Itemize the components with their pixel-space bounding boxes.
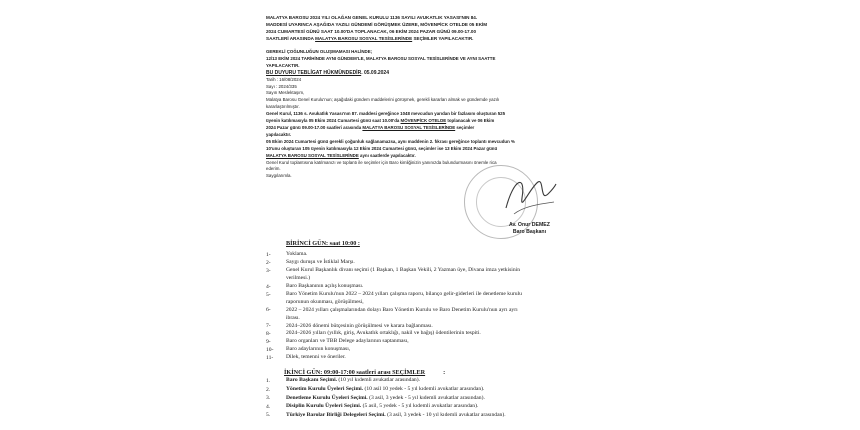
agenda-item-number: 3- <box>266 267 271 274</box>
agenda-item-number: 5- <box>266 291 271 298</box>
signatory-name: Av. Onur DEMEZ <box>509 222 550 228</box>
agenda-item-text: Yoklama. <box>286 251 308 258</box>
tebligat-line: BU DUYURU TEBLİGAT HÜKMÜNDEDİR. 05.09.2024 <box>266 69 389 76</box>
election-item-number: 2. <box>266 386 271 393</box>
election-item-number: 3. <box>266 395 271 402</box>
agenda-item-text: Baro Başkanının açılış konuşması. <box>286 283 364 289</box>
paragraph-2-line-c: 2024 Pazar günü 09.00-17.00 saatleri arasında MALATYA BAROSU SOSYAL TESİSLERİNDE seçimler <box>266 124 475 130</box>
agenda-item-number: 7- <box>266 323 271 330</box>
quorum-text: 12/13 EKİM 2024 TARİHİNDE AYNI GÜNDEM'LE, MALATYA BAROSU SOSYAL TESİSLERİNDE VE AYNI SAATTE <box>266 55 496 61</box>
paragraph-4-cont: ederim. <box>266 166 281 172</box>
agenda-item-number: 11- <box>266 354 274 361</box>
salutation: Sayın Meslektaşım, <box>266 90 305 96</box>
agenda-item-text: Baro organları ve TBB Delege adaylarının saptanması, <box>286 338 409 345</box>
election-item-number: 1. <box>266 378 271 384</box>
header-line-1: MALATYA BAROSU 2024 YILI OLAĞAN GENEL KURULU 1136 SAYILI AVUKATLIK YASASI'NIN 84. <box>266 15 478 20</box>
agenda-item-number: 10- <box>266 346 274 353</box>
header-line-2: MADDESİ UYARINCA AŞAĞIDA YAZILI GÜNDEMİ GÖRÜŞMEK ÜZERE, MÖVENPİCK OTELDE 05 EKİM <box>266 22 488 27</box>
agenda-item-text: 2022 – 2024 yılları çalışmalarından dolayı Baro Yönetim Kurulu ve Baro Denetim Kurulu'nun ayrı ayrı <box>286 306 518 313</box>
election-item: Baro Başkanı Seçimi. (10 yıl kıdemli avukatlar arasından). <box>286 377 420 384</box>
agenda-item-text: Saygı duruşu ve İstiklal Marşı. <box>286 259 355 266</box>
agenda-item-number: 2- <box>266 259 271 266</box>
day1-title: BİRİNCİ GÜN: saat 10:00 : <box>286 240 360 247</box>
paragraph-2: Genel Kurul, 1136 s. Avukatlık Yasası'nın 87. maddesi gereğince 1048 mevcudun yarıdan bir fazlasını oluşturan 525 <box>266 111 506 117</box>
header-line-4: SAATLERİ ARASINDA MALATYA BAROSU SOSYAL TESİSLERİNDE SEÇİMLER YAPILACAKTIR. <box>266 36 474 41</box>
quorum-text-cont: YAPILACAKTIR. <box>266 62 300 68</box>
agenda-item-number: 9- <box>266 338 271 345</box>
paragraph-2-line-b: üyenin katılımasıyla 05 Ekim 2024 Cumartesi günü saat 10.00'da MÖVENPİCK OTELDE toplanacak ve 06 Ekim <box>266 118 495 124</box>
paragraph-2-line-d: yapılacaktır. <box>266 131 292 137</box>
closing: Saygılarımla. <box>266 173 292 179</box>
paragraph-1: Malatya Barosu Genel Kurulu'nun; aşağıdaki gündem maddelerini görüşmek, gerekli kararları almak ve gündemde yazılı <box>266 97 500 103</box>
agenda-item-text: 2024–2026 dönemi bütçesinin görüşülmesi ve karara bağlanması. <box>286 322 433 329</box>
agenda-item-text: 2024–2026 yılları (yıllık, giriş, Avukatlık ortaklığı, nakil ve bağış) ödentilerinin tespiti. <box>286 330 481 337</box>
agenda-item-text: Baro adaylarının konuşması, <box>286 346 351 353</box>
announcement-header <box>266 14 487 42</box>
agenda-item-number: 8- <box>266 331 271 337</box>
paragraph-4: Genel Kurul toplantısına katılmanızı ve toplantı ile seçimler için Baro kimliğinizin yanınızda bulundurmasını önemle rica <box>266 159 497 165</box>
agenda-item-text-cont: verilmesi.) <box>286 275 311 282</box>
day2-title: İKİNCİ GÜN: 09:00-17:00 saatleri arası SEÇİMLER : <box>284 369 446 376</box>
election-item: Türkiye Barolar Birliği Delegeleri Seçimi. (3 asil, 3 yedek - 10 yıl kıdemli avukatlar arasından). <box>286 411 506 418</box>
signatory <box>509 222 550 236</box>
agenda-item-number: 1- <box>266 252 271 258</box>
agenda-item-number: 6- <box>266 307 271 314</box>
quorum-title: GEREKLİ ÇOĞUNLUĞUN OLUŞMAMASI HALİNDE; <box>266 49 373 54</box>
election-item: Denetleme Kurulu Üyeleri Seçimi. (3 asil, 3 yedek - 5 yıl kıdemli avukatlar arasından). <box>286 394 485 401</box>
agenda-item-text: Baro Yönetim Kurulu'nun 2022 – 2024 yılları çalışma raporu, bilanço gelir-giderleri ile denetleme kurulu <box>286 290 522 297</box>
paragraph-1-cont: kararlaştırılmıştır. <box>266 104 300 110</box>
agenda-item-text: Genel Kurul Başkanlık divanı seçimi (1 Başkan, 1 Başkan Vekili, 2 Yazman üye, Divana imza yetkisinin <box>286 267 521 274</box>
paragraph-3: 05 Ekim 2024 Cumartesi günü gerekli çoğunluk sağlanamazsa, aynı maddenin 2. fıkrası gereğince toplantı mevcudun % <box>266 138 515 144</box>
election-item: Yönetim Kurulu Üyeleri Seçimi. (10 asil 10 yedek - 5 yıl kıdemli avukatlar arasından). <box>286 386 485 392</box>
quorum-notice <box>266 49 515 180</box>
handwritten-signature <box>500 168 560 226</box>
agenda-item-number: 4- <box>266 283 271 290</box>
election-item-number: 5. <box>266 412 271 419</box>
document-number: Sayı : 2024/335 <box>266 83 297 89</box>
paragraph-3-line-c: MALATYA BAROSU SOSYAL TESİSLERİNDE aynı saatlerde yapılacaktır. <box>266 152 416 158</box>
signatory-title: Baro Başkanı <box>512 229 547 235</box>
agenda-item-text-cont: ibrası. <box>286 314 300 321</box>
election-item-number: 4. <box>266 403 271 410</box>
agenda-item-text-cont: raporunun okunması, görüşülmesi, <box>286 298 364 305</box>
header-line-3: 2024 CUMARTESİ GÜNÜ SAAT 10.00'DA TOPLANACAK, 06 EKİM 2024 PAZAR GÜNÜ 09.00-17.00 <box>266 29 476 34</box>
agenda-item-text: Dilek, temenni ve öneriler. <box>286 354 346 361</box>
paragraph-3-line-b: 10'unu oluşturan 105 üyenin katılımasıyla 12 Ekim 2024 Cumartesi günü, seçimler ise 13 Ekim 2024 Pazar günü <box>266 145 498 151</box>
election-item: Disiplin Kurulu Üyeleri Seçimi. (5 asil, 5 yedek - 5 yıl kıdemli avukatlar arasından). <box>286 403 479 410</box>
document-date: Tarih : 16/08/2024 <box>266 76 302 82</box>
